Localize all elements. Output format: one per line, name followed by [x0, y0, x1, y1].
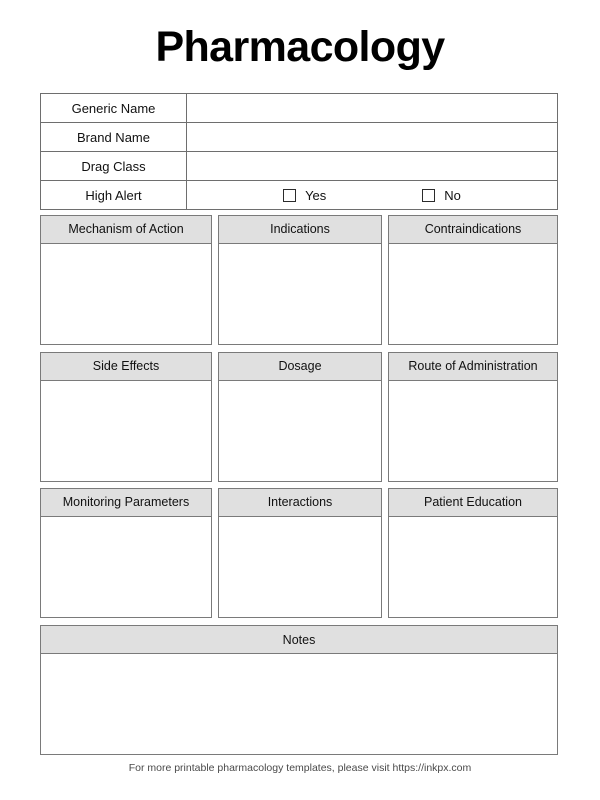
- section-contraindications: [388, 215, 558, 345]
- field-brand-name[interactable]: [187, 123, 558, 152]
- section-header: Route of Administration: [389, 353, 557, 381]
- notes-header: Notes: [41, 626, 557, 654]
- high-alert-yes-label: Yes: [305, 187, 327, 203]
- checkbox-icon[interactable]: [283, 189, 296, 202]
- footer-text: For more printable pharmacology templates, please visit https://inkpx.com: [128, 762, 472, 774]
- table-row-generic-name: [41, 94, 558, 123]
- high-alert-options: [187, 181, 557, 209]
- section-row-3: [40, 488, 558, 618]
- section-content-area[interactable]: [41, 517, 211, 617]
- section-dosage: [218, 352, 382, 482]
- label-generic-name: Generic Name: [41, 94, 187, 123]
- section-mechanism-of-action: [40, 215, 212, 345]
- section-interactions: [218, 488, 382, 618]
- table-row-high-alert: [41, 181, 558, 210]
- section-content-area[interactable]: [219, 381, 381, 481]
- section-header: Patient Education: [389, 489, 557, 517]
- label-drag-class: Drag Class: [41, 152, 187, 181]
- high-alert-option-no[interactable]: [422, 188, 461, 203]
- field-generic-name[interactable]: [187, 94, 558, 123]
- section-content-area[interactable]: [389, 517, 557, 617]
- section-indications: [218, 215, 382, 345]
- section-side-effects: [40, 352, 212, 482]
- section-header: Monitoring Parameters: [41, 489, 211, 517]
- section-row-1: [40, 215, 558, 345]
- section-header: Interactions: [219, 489, 381, 517]
- section-header: Contraindications: [389, 216, 557, 244]
- label-brand-name: Brand Name: [41, 123, 187, 152]
- high-alert-no-label: No: [444, 187, 461, 203]
- notes-content-area[interactable]: [41, 654, 557, 754]
- page-title: Pharmacology: [155, 23, 445, 71]
- section-monitoring-parameters: [40, 488, 212, 618]
- section-header: Indications: [219, 216, 381, 244]
- table-row-drag-class: [41, 152, 558, 181]
- section-content-area[interactable]: [219, 244, 381, 344]
- section-content-area[interactable]: [41, 381, 211, 481]
- drug-info-table: [40, 93, 558, 210]
- section-content-area[interactable]: [41, 244, 211, 344]
- section-content-area[interactable]: [389, 381, 557, 481]
- section-route-of-administration: [388, 352, 558, 482]
- section-patient-education: [388, 488, 558, 618]
- label-high-alert: High Alert: [41, 181, 187, 210]
- section-header: Side Effects: [41, 353, 211, 381]
- section-notes: [40, 625, 558, 755]
- section-content-area[interactable]: [219, 517, 381, 617]
- field-high-alert: [187, 181, 558, 210]
- section-header: Mechanism of Action: [41, 216, 211, 244]
- section-header: Dosage: [219, 353, 381, 381]
- checkbox-icon[interactable]: [422, 189, 435, 202]
- table-row-brand-name: [41, 123, 558, 152]
- field-drag-class[interactable]: [187, 152, 558, 181]
- section-row-2: [40, 352, 558, 482]
- section-content-area[interactable]: [389, 244, 557, 344]
- high-alert-option-yes[interactable]: [283, 188, 326, 203]
